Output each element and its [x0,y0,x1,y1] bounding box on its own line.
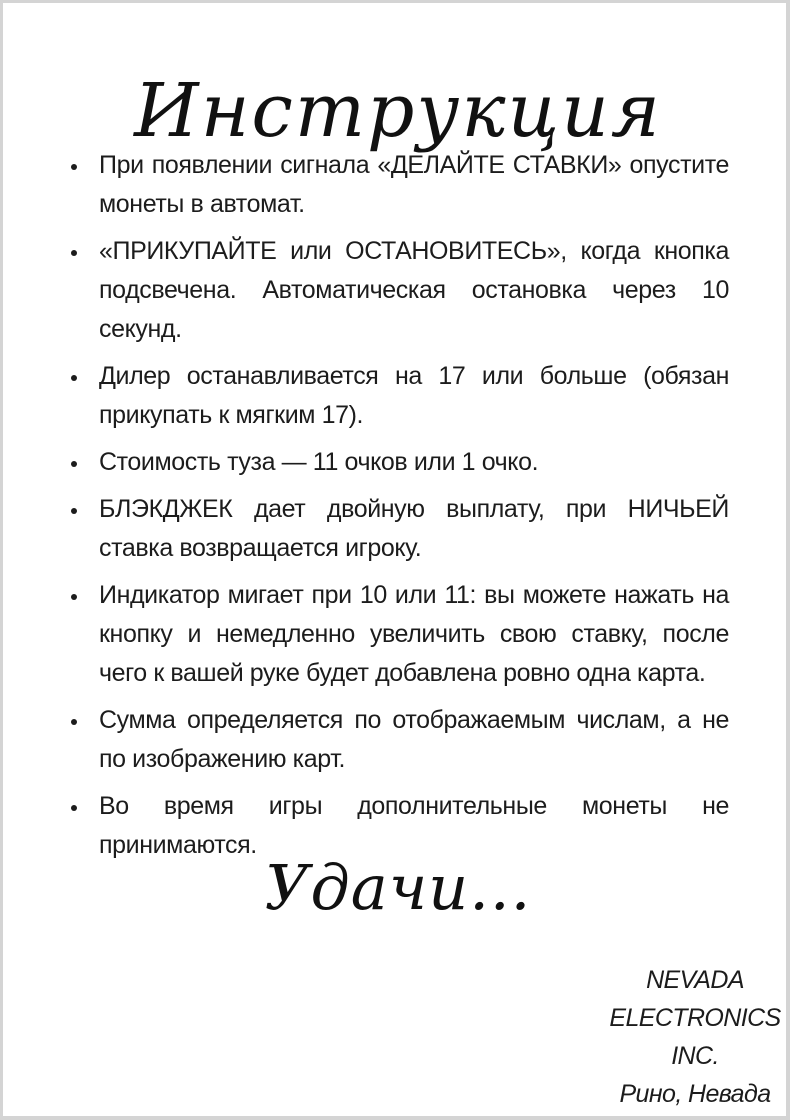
signature-location: Рино, Невада [619,1080,771,1108]
rule-text: Во время игры дополнительные монеты не принимаются. [99,792,729,859]
signature-company-line-3: INC. [671,1042,719,1070]
rules-list [69,146,729,873]
rule-item [69,576,729,693]
rule-item [69,701,729,779]
rule-text: «ПРИКУПАЙТЕ или ОСТАНОВИТЕСЬ», когда кнопка подсвечена. Автоматическая остановка через 10 секунд. [99,237,729,343]
rule-item [69,146,729,224]
rule-text: При появлении сигнала «ДЕЛАЙТЕ СТАВКИ» опустите монеты в автомат. [99,151,729,218]
rule-item [69,232,729,349]
rule-item [69,357,729,435]
manufacturer-signature [609,961,781,1113]
rule-text: Стоимость туза — 11 очков или 1 очко. [99,448,539,476]
rule-text: Сумма определяется по отображаемым числам, а не по изображению карт. [99,706,729,773]
closing-message: Удачи... [264,851,532,924]
rule-text: Дилер останавливается на 17 или больше (обязан прикупать к мягким 17). [99,362,729,429]
signature-company-line-1: NEVADA [646,966,744,994]
page-title: Инструкция [134,67,662,154]
rule-item [69,443,729,482]
signature-company-line-2: ELECTRONICS [609,1004,781,1032]
rule-item [69,490,729,568]
rule-text: Индикатор мигает при 10 или 11: вы можете нажать на кнопку и немедленно увеличить свою ставку, после чего к вашей руке будет добавлена ровно одна карта. [99,581,729,687]
rule-text: БЛЭКДЖЕК дает двойную выплату, при НИЧЬЕЙ ставка возвращается игроку. [99,495,729,562]
